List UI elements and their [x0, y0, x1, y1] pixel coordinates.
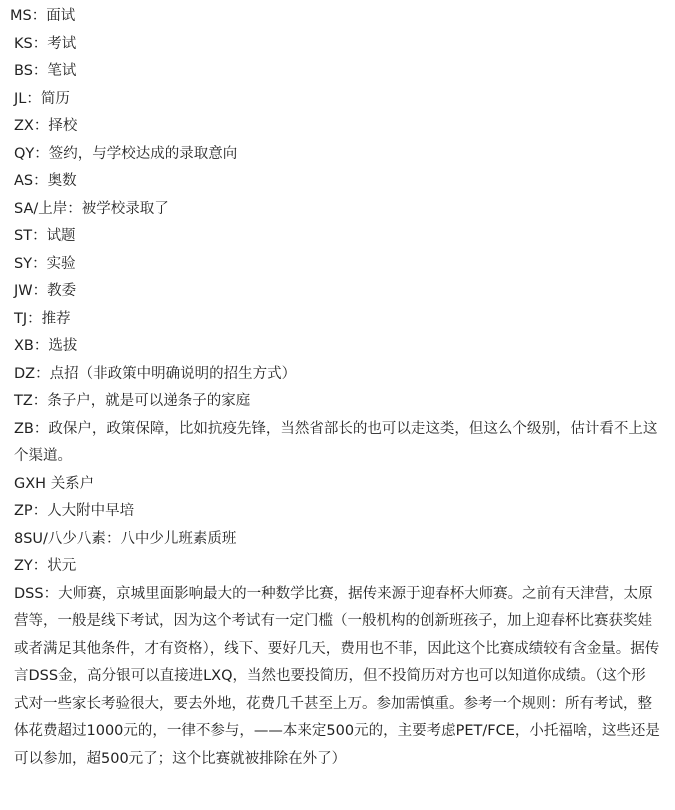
glossary-separator: ：	[33, 338, 49, 354]
glossary-term: ZY	[14, 558, 33, 574]
glossary-definition: 面试	[46, 8, 76, 24]
glossary-entry-jl	[10, 86, 660, 114]
glossary-separator: ：	[105, 530, 121, 547]
glossary-entry-8su	[10, 526, 660, 554]
glossary-definition: 政保户，政策保障，比如抗疫先锋，当然省部长的也可以走这类，但这么个级别，估计看不上这个渠道。	[14, 420, 658, 464]
glossary-definition: 大师赛，京城里面影响最大的一种数学比赛，据传来源于迎春杯大师赛。之前有天津营，太原营等，一般是线下考试，因为这个考试有一定门槛（一般机构的创新班孩子，加上迎春杯比赛获奖娃或者满足其他条件，才有资格），线下、要好几天，费用也不菲，因此这个比赛成绩较有含金量。据传言DSS金，高分银可以直接进LXQ，当然也要投简历，但不投简历对方也可以知道你成绩。（这个形式对一些家长考验很大，要去外地，花费几千甚至上万。参加需慎重。参考一个规则：所有考试，整体花费超过1000元的，一律不参与，——本来定500元的，主要考虑PET/FCE，小托福啥，这些还是可以参加，超500元了；这个比赛就被排除在外了）	[14, 585, 660, 767]
glossary-entry-ms	[10, 3, 660, 31]
glossary-term: ZB	[14, 420, 34, 437]
glossary-separator: ：	[26, 90, 41, 107]
glossary-separator: ：	[35, 365, 50, 382]
glossary-definition: 笔试	[47, 63, 77, 79]
glossary-definition: 关系户	[50, 475, 95, 492]
glossary-separator: ：	[32, 503, 48, 519]
glossary-term: DSS	[14, 585, 44, 602]
glossary-separator: ：	[32, 283, 48, 299]
glossary-separator: ：	[33, 420, 49, 437]
glossary-entry-zx	[10, 113, 660, 141]
glossary-entry-sa	[10, 196, 660, 224]
glossary-definition: 考试	[47, 35, 77, 52]
glossary-definition: 状元	[47, 558, 77, 574]
glossary-definition: 奥数	[47, 173, 77, 189]
glossary-separator: ：	[32, 63, 48, 79]
glossary-entry-zp	[10, 498, 660, 526]
glossary-term: TZ	[14, 393, 33, 409]
glossary-separator: ：	[27, 310, 42, 327]
glossary-definition: 被学校录取了	[81, 200, 169, 217]
glossary-entry-bs	[10, 58, 660, 86]
glossary-term: ST	[14, 228, 33, 244]
glossary-entry-gxh	[10, 471, 660, 499]
glossary-term: KS	[14, 35, 33, 52]
glossary-term: AS	[14, 173, 34, 189]
glossary-separator: ：	[43, 585, 59, 602]
glossary-definition: 人大附中早培	[47, 503, 135, 519]
glossary-definition: 实验	[46, 255, 76, 272]
glossary-entry-dz	[10, 361, 660, 389]
glossary-entry-as	[10, 168, 660, 196]
glossary-term: SY	[14, 255, 33, 272]
glossary-separator: ：	[32, 393, 48, 409]
glossary-definition: 选拔	[48, 338, 78, 354]
glossary-term: TJ	[14, 310, 28, 327]
glossary-definition: 教委	[47, 283, 77, 299]
glossary-term: QY	[14, 145, 35, 162]
glossary-term: JW	[14, 283, 33, 299]
glossary-definition: 推荐	[41, 310, 71, 327]
glossary-separator: ：	[33, 118, 49, 134]
glossary-entry-tz	[10, 388, 660, 416]
glossary-entry-dss	[10, 581, 660, 774]
glossary-definition: 点招（非政策中明确说明的招生方式）	[49, 365, 297, 382]
glossary-entry-xb	[10, 333, 660, 361]
glossary-separator: ：	[32, 35, 48, 52]
glossary-entry-qy	[10, 141, 660, 169]
glossary-definition: 条子户，就是可以递条子的家庭	[47, 393, 251, 409]
glossary-definition: 八中少儿班素质班	[120, 530, 237, 547]
glossary-term: SA/上岸	[14, 200, 68, 217]
glossary-entry-zy	[10, 553, 660, 581]
glossary-separator: ：	[32, 558, 48, 574]
glossary-entry-sy	[10, 251, 660, 279]
glossary-term: ZP	[14, 503, 33, 519]
glossary-separator: ：	[33, 173, 48, 189]
glossary-entry-ks	[10, 31, 660, 59]
glossary-term: GXH	[14, 475, 47, 492]
glossary-definition: 简历	[40, 90, 70, 107]
glossary-term: JL	[14, 90, 27, 107]
glossary-term: 8SU/八少八素	[14, 530, 106, 547]
glossary-entry-jw	[10, 278, 660, 306]
glossary-term: BS	[14, 63, 33, 79]
glossary-term: XB	[14, 338, 34, 354]
glossary-definition: 试题	[46, 228, 76, 244]
glossary-term: DZ	[14, 365, 36, 382]
glossary-separator: ：	[34, 145, 49, 162]
glossary-entry-zb	[10, 416, 660, 471]
glossary-separator: ：	[67, 200, 82, 217]
glossary-entry-tj	[10, 306, 660, 334]
glossary-separator: ：	[32, 255, 47, 272]
glossary-separator: ：	[32, 228, 47, 244]
glossary-list	[10, 3, 660, 773]
glossary-entry-st	[10, 223, 660, 251]
glossary-term: MS	[10, 8, 32, 24]
glossary-definition: 择校	[48, 118, 78, 134]
glossary-term: ZX	[14, 118, 34, 134]
glossary-definition: 签约，与学校达成的录取意向	[48, 145, 238, 162]
glossary-separator: ：	[31, 8, 47, 24]
